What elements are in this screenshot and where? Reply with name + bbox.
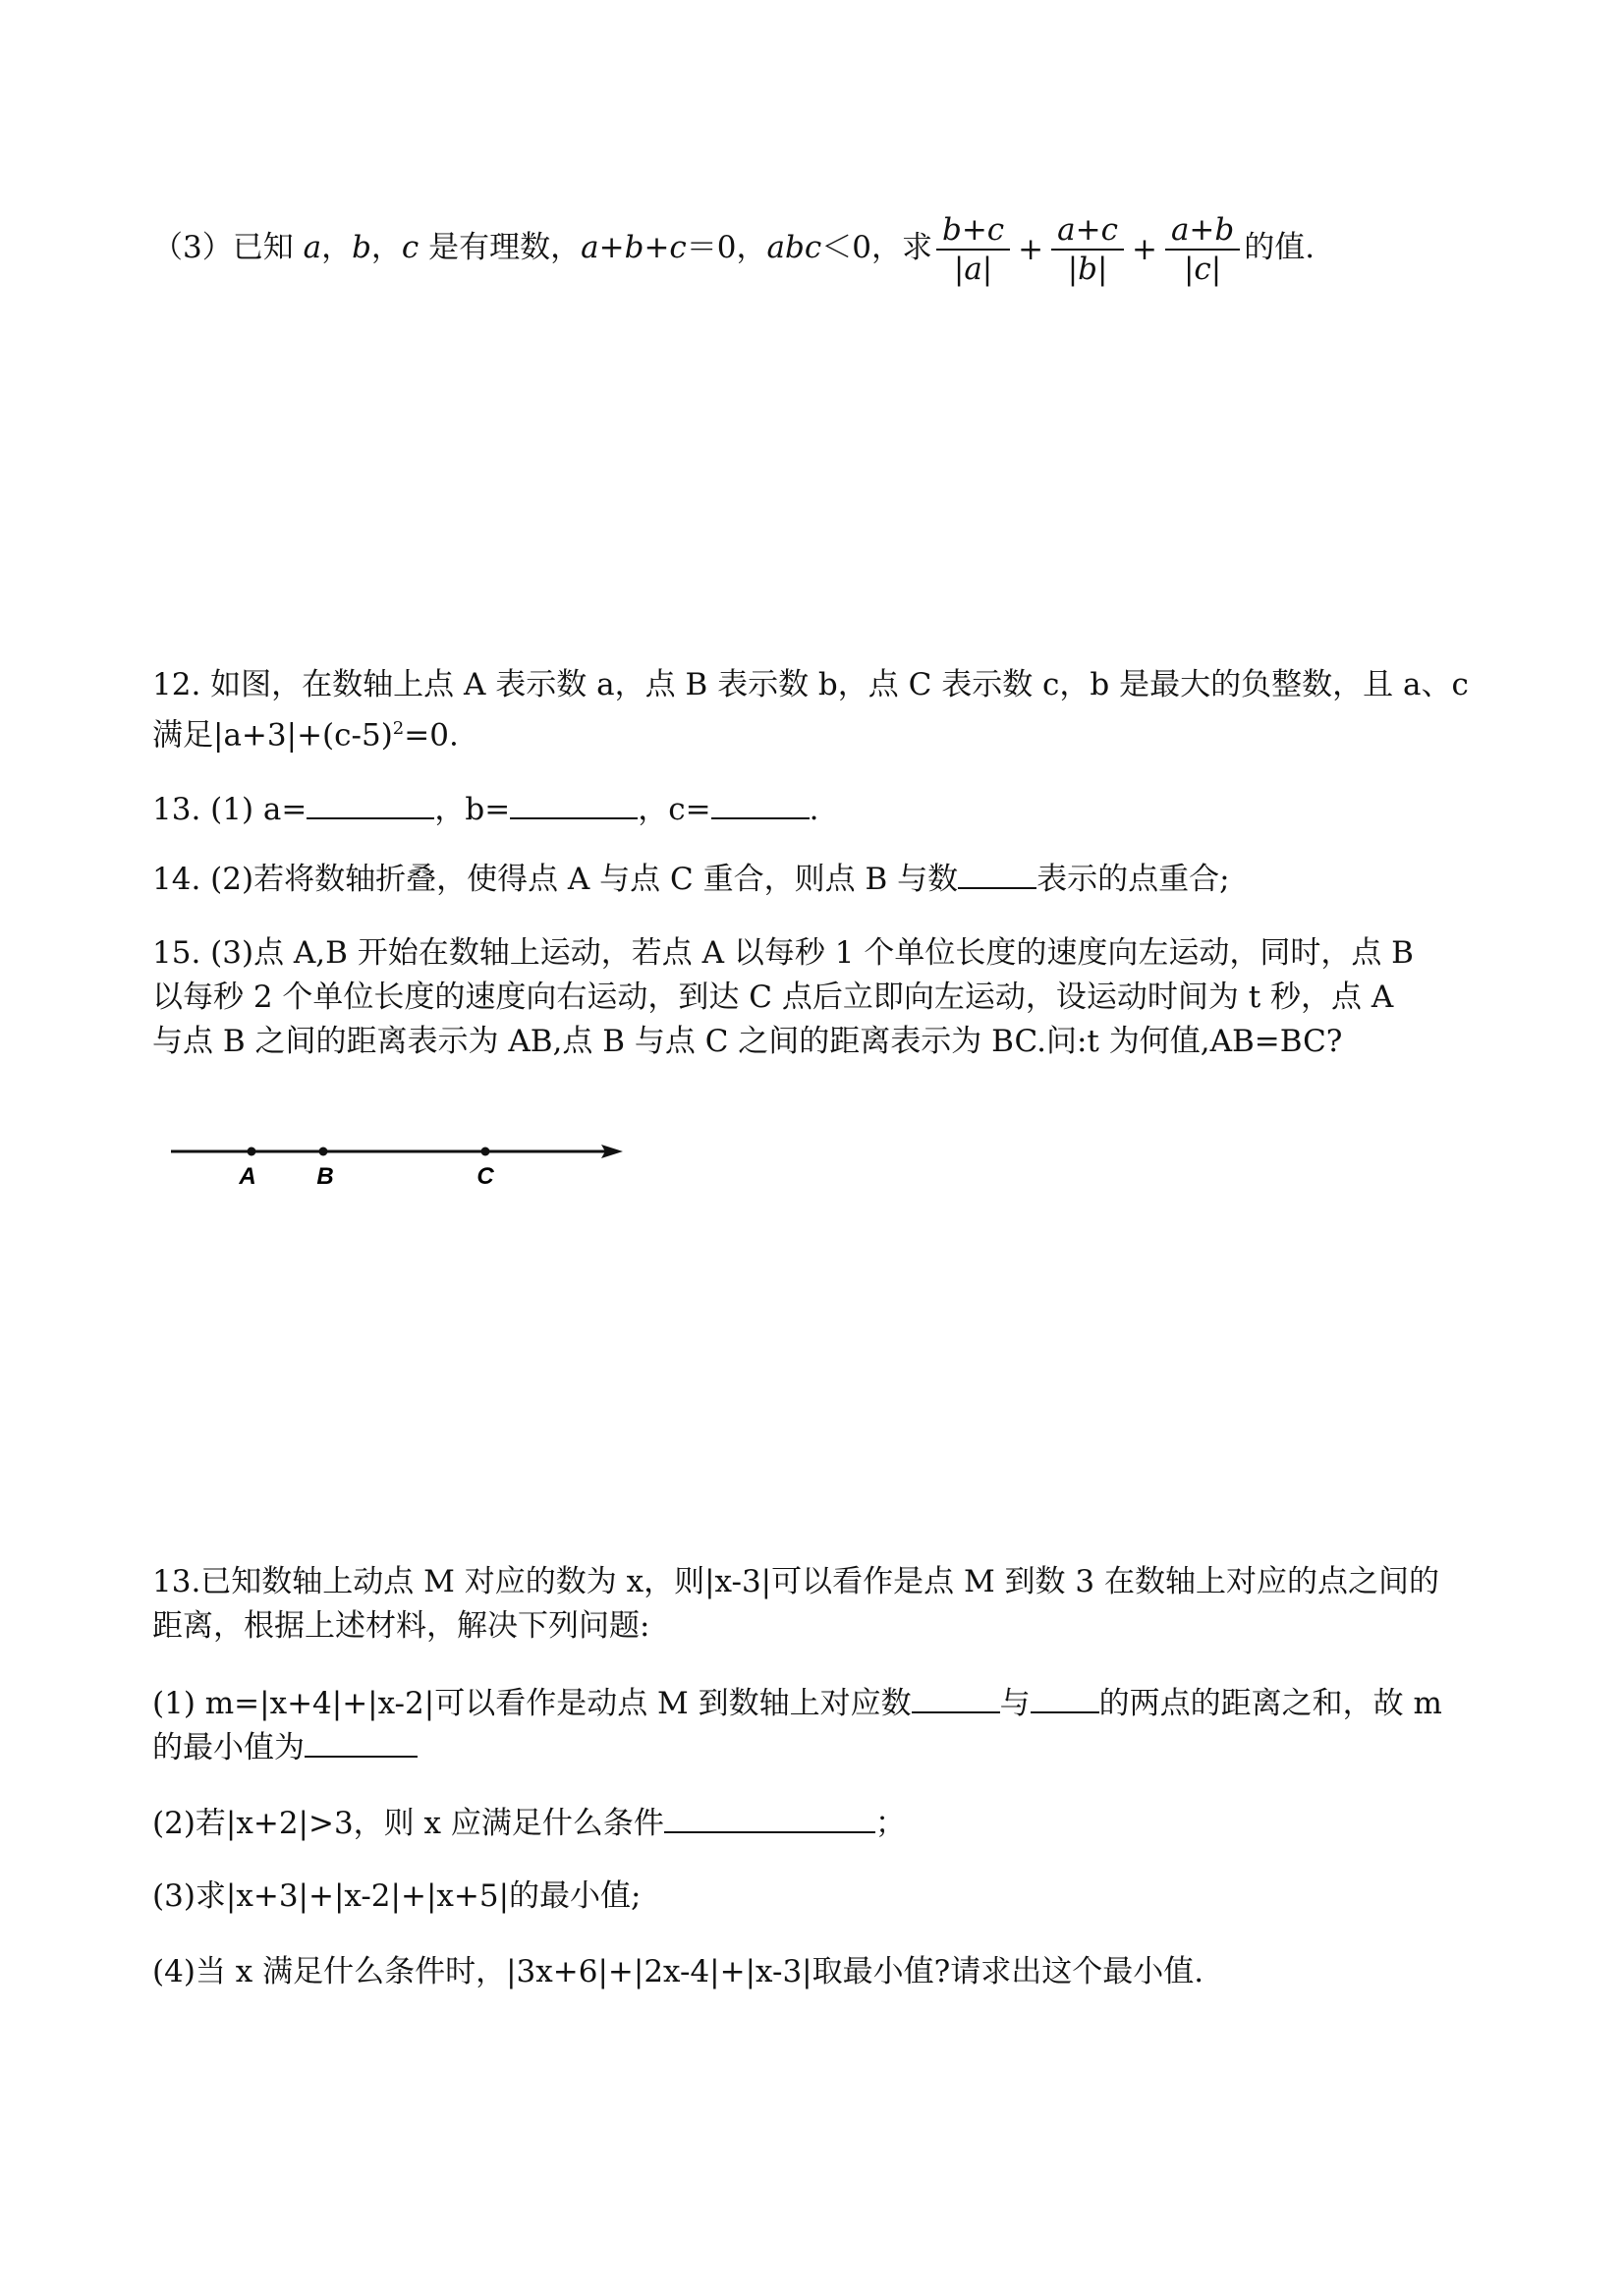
label-b: B (316, 1163, 334, 1189)
point-b (319, 1148, 328, 1156)
answer-blank-min[interactable] (305, 1726, 418, 1758)
q13b-part4: (4)当 x 满足什么条件时，|3x+6|+|2x-4|+|x-3|取最小值?请求出这个最小值. (152, 1954, 1204, 1989)
q15-line2: 以每秒 2 个单位长度的速度向右运动，到达 C 点后立即向左运动，设运动时间为 t 秒，点 A (152, 980, 1394, 1015)
q13b-line2: 距离，根据上述材料，解决下列问题: (152, 1608, 650, 1644)
q15-line3: 与点 B 之间的距离表示为 AB,点 B 与点 C 之间的距离表示为 BC.问:t 为何值,AB=BC? (152, 1024, 1343, 1059)
point-c (481, 1148, 490, 1156)
answer-blank-c[interactable] (711, 788, 810, 819)
q15-line1: 15. (3)点 A,B 开始在数轴上运动，若点 A 以每秒 1 个单位长度的速度向左运动，同时，点 B (152, 935, 1414, 971)
number-line-figure (169, 1130, 631, 1189)
q13b-part1-line2: 的最小值为 (152, 1726, 418, 1767)
label-c: C (476, 1163, 494, 1189)
label-a: A (239, 1163, 256, 1189)
answer-blank-fold[interactable] (958, 858, 1036, 889)
fraction-3: $\frac{a+b}{|c|}$ (1165, 211, 1240, 288)
q12-line2: 满足$|a+3|+(c-5)^2=0$. (152, 717, 459, 754)
fraction-2: $\frac{a+c}{|b|}$ (1051, 211, 1124, 288)
fraction-1: $\frac{b+c}{|a|}$ (936, 211, 1010, 288)
answer-blank-num1[interactable] (912, 1682, 1000, 1713)
point-a (248, 1148, 256, 1156)
q13-part1: 13. (1) a= ，b= ，c= . (152, 788, 818, 829)
answer-blank-b[interactable] (510, 788, 638, 819)
q13b-line1: 13.已知数轴上动点 M 对应的数为 x，则|x-3|可以看作是点 M 到数 3 在数轴上对应的点之间的 (152, 1564, 1439, 1599)
q12-line1: 12. 如图，在数轴上点 A 表示数 a，点 B 表示数 b，点 C 表示数 c，b 是最大的负整数，且 a、c (152, 667, 1469, 702)
q13b-part2: (2)若|x+2|>3，则 x 应满足什么条件 ； (152, 1802, 906, 1843)
q13b-part1: (1) m=|x+4|+|x-2|可以看作是动点 M 到数轴上对应数 与 的两点的距离之和，故 m (152, 1682, 1442, 1723)
q11-part3: （3）已知 a，b，c 是有理数，a+b+c＝0，abc＜0，求 $\frac{b+c}{|a|}$ + $\frac{a+c}{|b|}$ + $\frac{a+b}{|c|}$ 的值. (152, 211, 1315, 287)
q13b-part3: (3)求|x+3|+|x-2|+|x+5|的最小值; (152, 1878, 642, 1914)
answer-blank-condition[interactable] (664, 1802, 875, 1833)
q14: 14. (2)若将数轴折叠，使得点 A 与点 C 重合，则点 B 与数 表示的点重合; (152, 858, 1230, 899)
answer-blank-a[interactable] (307, 788, 434, 819)
answer-blank-num2[interactable] (1031, 1682, 1099, 1713)
